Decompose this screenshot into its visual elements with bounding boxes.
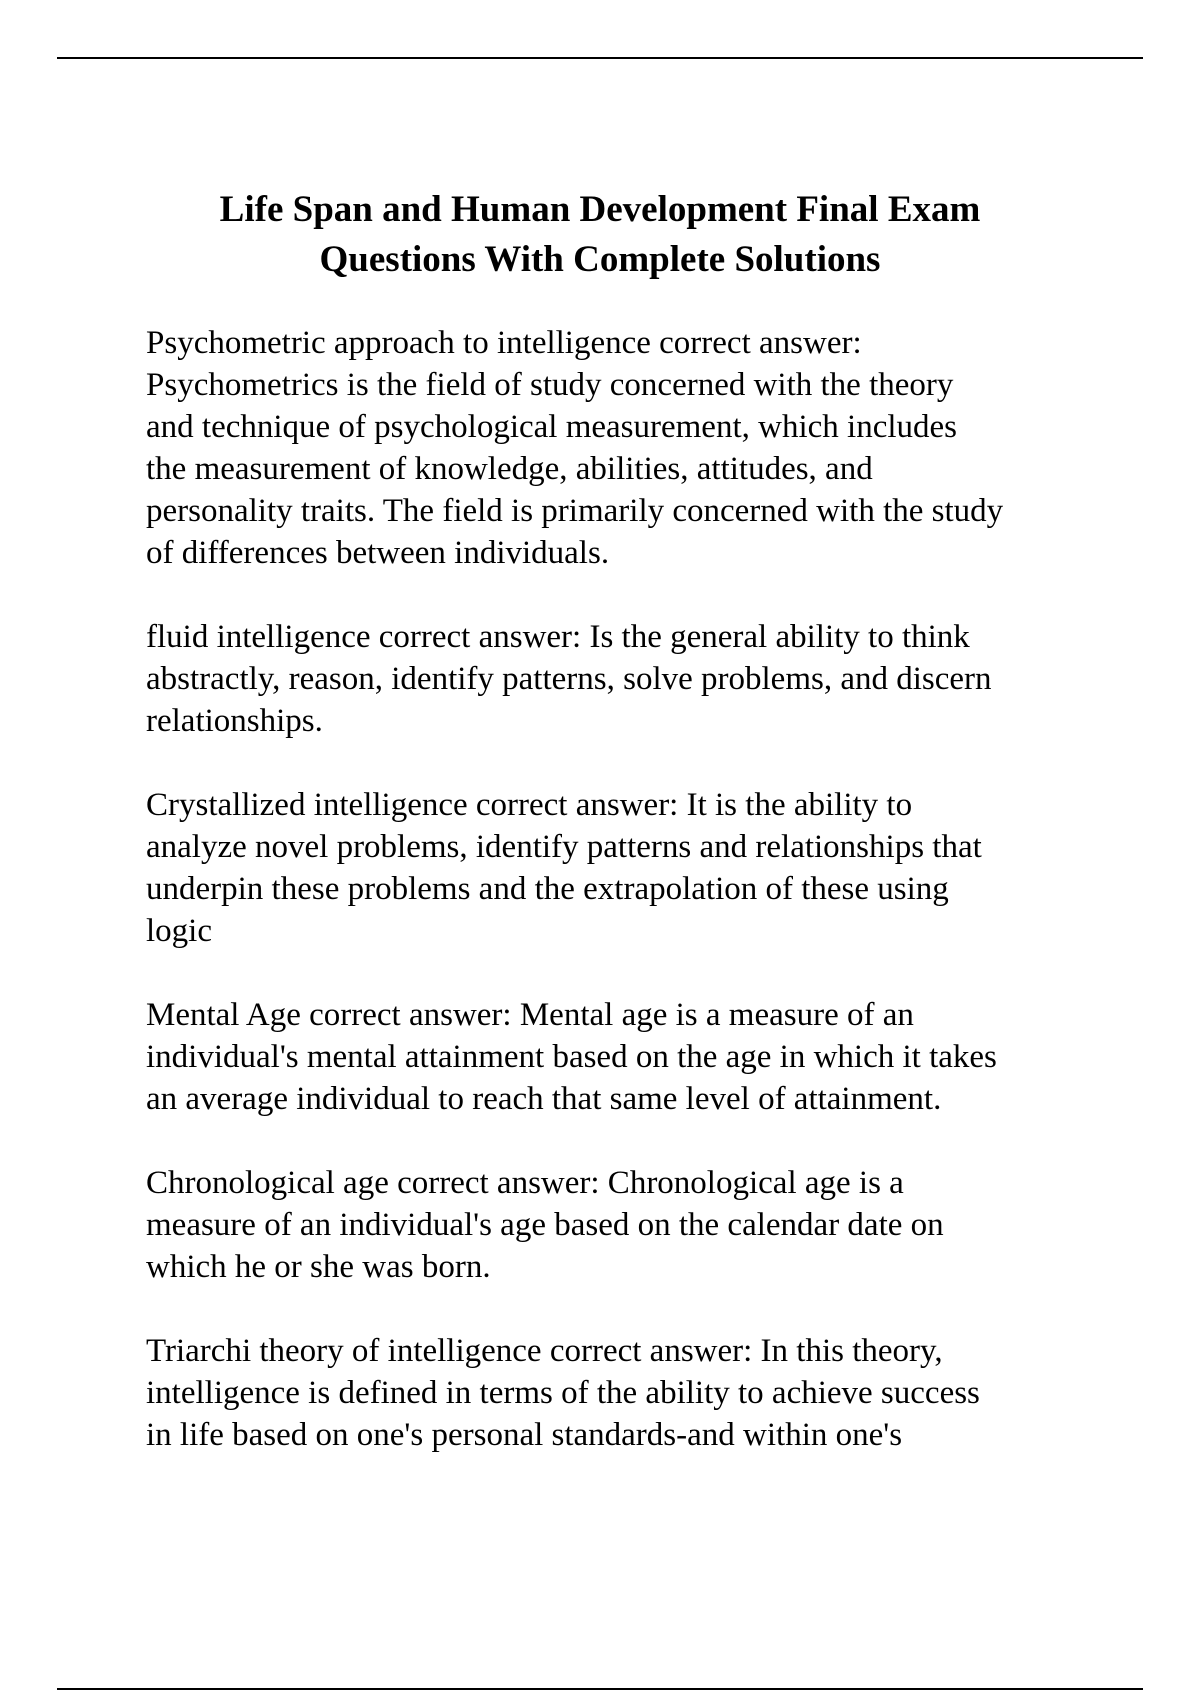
- title-line: Questions With Complete Solutions: [319, 239, 881, 280]
- text-line: individual's mental attainment based on the age in which it takes: [146, 1039, 997, 1075]
- text-line: relationships.: [146, 703, 323, 739]
- qa-entry-fluid-intelligence: [146, 616, 1146, 742]
- top-rule: [57, 57, 1143, 59]
- text-line: logic: [146, 913, 212, 949]
- text-line: Psychometric approach to intelligence correct answer:: [146, 325, 862, 361]
- text-line: which he or she was born.: [146, 1249, 491, 1285]
- text-line: and technique of psychological measurement, which includes: [146, 409, 957, 445]
- qa-entry-crystallized-intelligence: [146, 784, 1146, 952]
- title-line: Life Span and Human Development Final Exam: [219, 189, 981, 230]
- text-line: Chronological age correct answer: Chronological age is a: [146, 1165, 904, 1201]
- text-line: the measurement of knowledge, abilities, attitudes, and: [146, 451, 873, 487]
- text-line: an average individual to reach that same level of attainment.: [146, 1081, 942, 1117]
- text-line: of differences between individuals.: [146, 535, 610, 571]
- text-line: personality traits. The field is primarily concerned with the study: [146, 493, 1004, 529]
- text-line: in life based on one's personal standards-and within one's: [146, 1417, 903, 1453]
- text-line: intelligence is defined in terms of the ability to achieve success: [146, 1375, 980, 1411]
- bottom-rule: [57, 1688, 1143, 1690]
- text-line: underpin these problems and the extrapolation of these using: [146, 871, 949, 907]
- qa-entry-mental-age: [146, 994, 1146, 1120]
- text-line: measure of an individual's age based on the calendar date on: [146, 1207, 944, 1243]
- text-line: Crystallized intelligence correct answer: It is the ability to: [146, 787, 913, 823]
- document-body: [146, 322, 1146, 1498]
- qa-entry-psychometric: [146, 322, 1146, 574]
- text-line: abstractly, reason, identify patterns, solve problems, and discern: [146, 661, 992, 697]
- text-line: analyze novel problems, identify patterns and relationships that: [146, 829, 982, 865]
- text-line: Mental Age correct answer: Mental age is a measure of an: [146, 997, 914, 1033]
- qa-entry-triarchic-theory: [146, 1330, 1146, 1456]
- text-line: fluid intelligence correct answer: Is the general ability to think: [146, 619, 970, 655]
- text-line: Psychometrics is the field of study concerned with the theory: [146, 367, 954, 403]
- text-line: Triarchi theory of intelligence correct answer: In this theory,: [146, 1333, 943, 1369]
- page-title: [120, 185, 1080, 285]
- qa-entry-chronological-age: [146, 1162, 1146, 1288]
